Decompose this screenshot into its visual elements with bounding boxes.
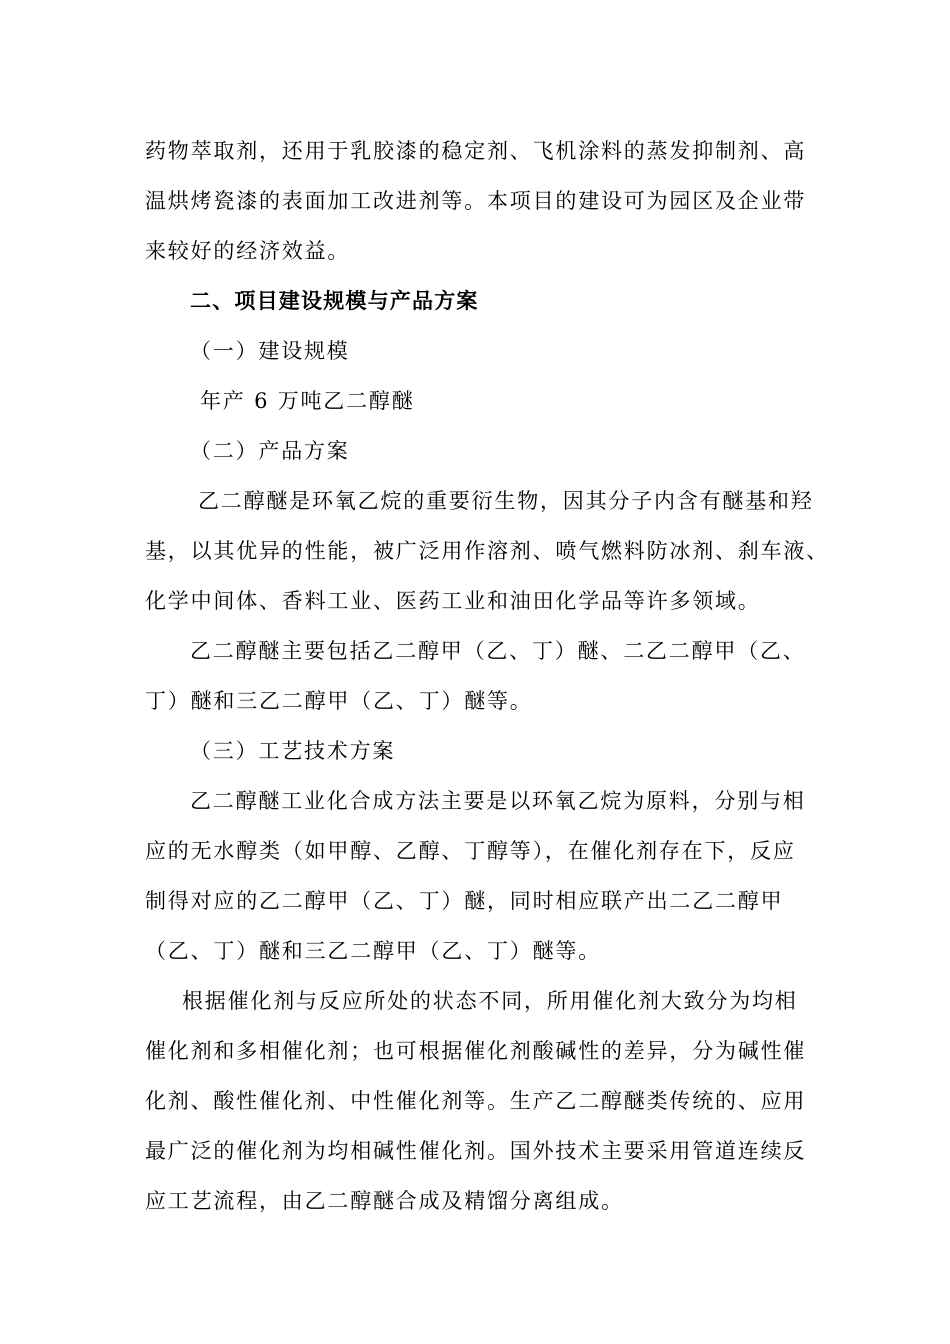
text-line: 应工艺流程，由乙二醇醚合成及精馏分离组成。: [145, 1189, 624, 1213]
section-heading: 二、项目建设规模与产品方案: [190, 288, 479, 313]
text-line: 乙二醇醚主要包括乙二醇甲（乙、丁）醚、二乙二醇甲（乙、: [190, 639, 806, 663]
text-line: 乙二醇醚工业化合成方法主要是以环氧乙烷为原料，分别与相: [190, 789, 806, 813]
text-line: 来较好的经济效益。: [145, 239, 351, 263]
text-line: 温烘烤瓷漆的表面加工改进剂等。本项目的建设可为园区及企业带: [145, 189, 807, 213]
text-line: 化学中间体、香料工业、医药工业和油田化学品等许多领域。: [145, 589, 761, 613]
text-line: 乙二醇醚是环氧乙烷的重要衍生物，因其分子内含有醚基和羟: [198, 489, 814, 513]
text-line: 丁）醚和三乙二醇甲（乙、丁）醚等。: [145, 689, 533, 713]
text-line: 制得对应的乙二醇甲（乙、丁）醚，同时相应联产出二乙二醇甲: [145, 889, 784, 913]
subsection-heading: （一）建设规模: [190, 339, 350, 363]
text-line: 最广泛的催化剂为均相碱性催化剂。国外技术主要采用管道连续反: [145, 1139, 807, 1163]
text-line: 化剂、酸性催化剂、中性催化剂等。生产乙二醇醚类传统的、应用: [145, 1089, 807, 1113]
text-line: 药物萃取剂，还用于乳胶漆的稳定剂、飞机涂料的蒸发抑制剂、高: [145, 139, 807, 163]
text-line: 应的无水醇类（如甲醇、乙醇、丁醇等），在催化剂存在下，反应: [145, 839, 796, 863]
text-line: 基，以其优异的性能，被广泛用作溶剂、喷气燃料防冰剂、刹车液、: [145, 539, 829, 563]
text-line: （乙、丁）醚和三乙二醇甲（乙、丁）醚等。: [145, 939, 601, 963]
text-line: 催化剂和多相催化剂；也可根据催化剂酸碱性的差异，分为碱性催: [145, 1039, 807, 1063]
text-line: 年产 6 万吨乙二醇醚: [200, 389, 415, 413]
subsection-heading: （三）工艺技术方案: [190, 739, 396, 763]
text-line: 根据催化剂与反应所处的状态不同，所用催化剂大致分为均相: [182, 989, 798, 1013]
subsection-heading: （二）产品方案: [190, 439, 350, 463]
